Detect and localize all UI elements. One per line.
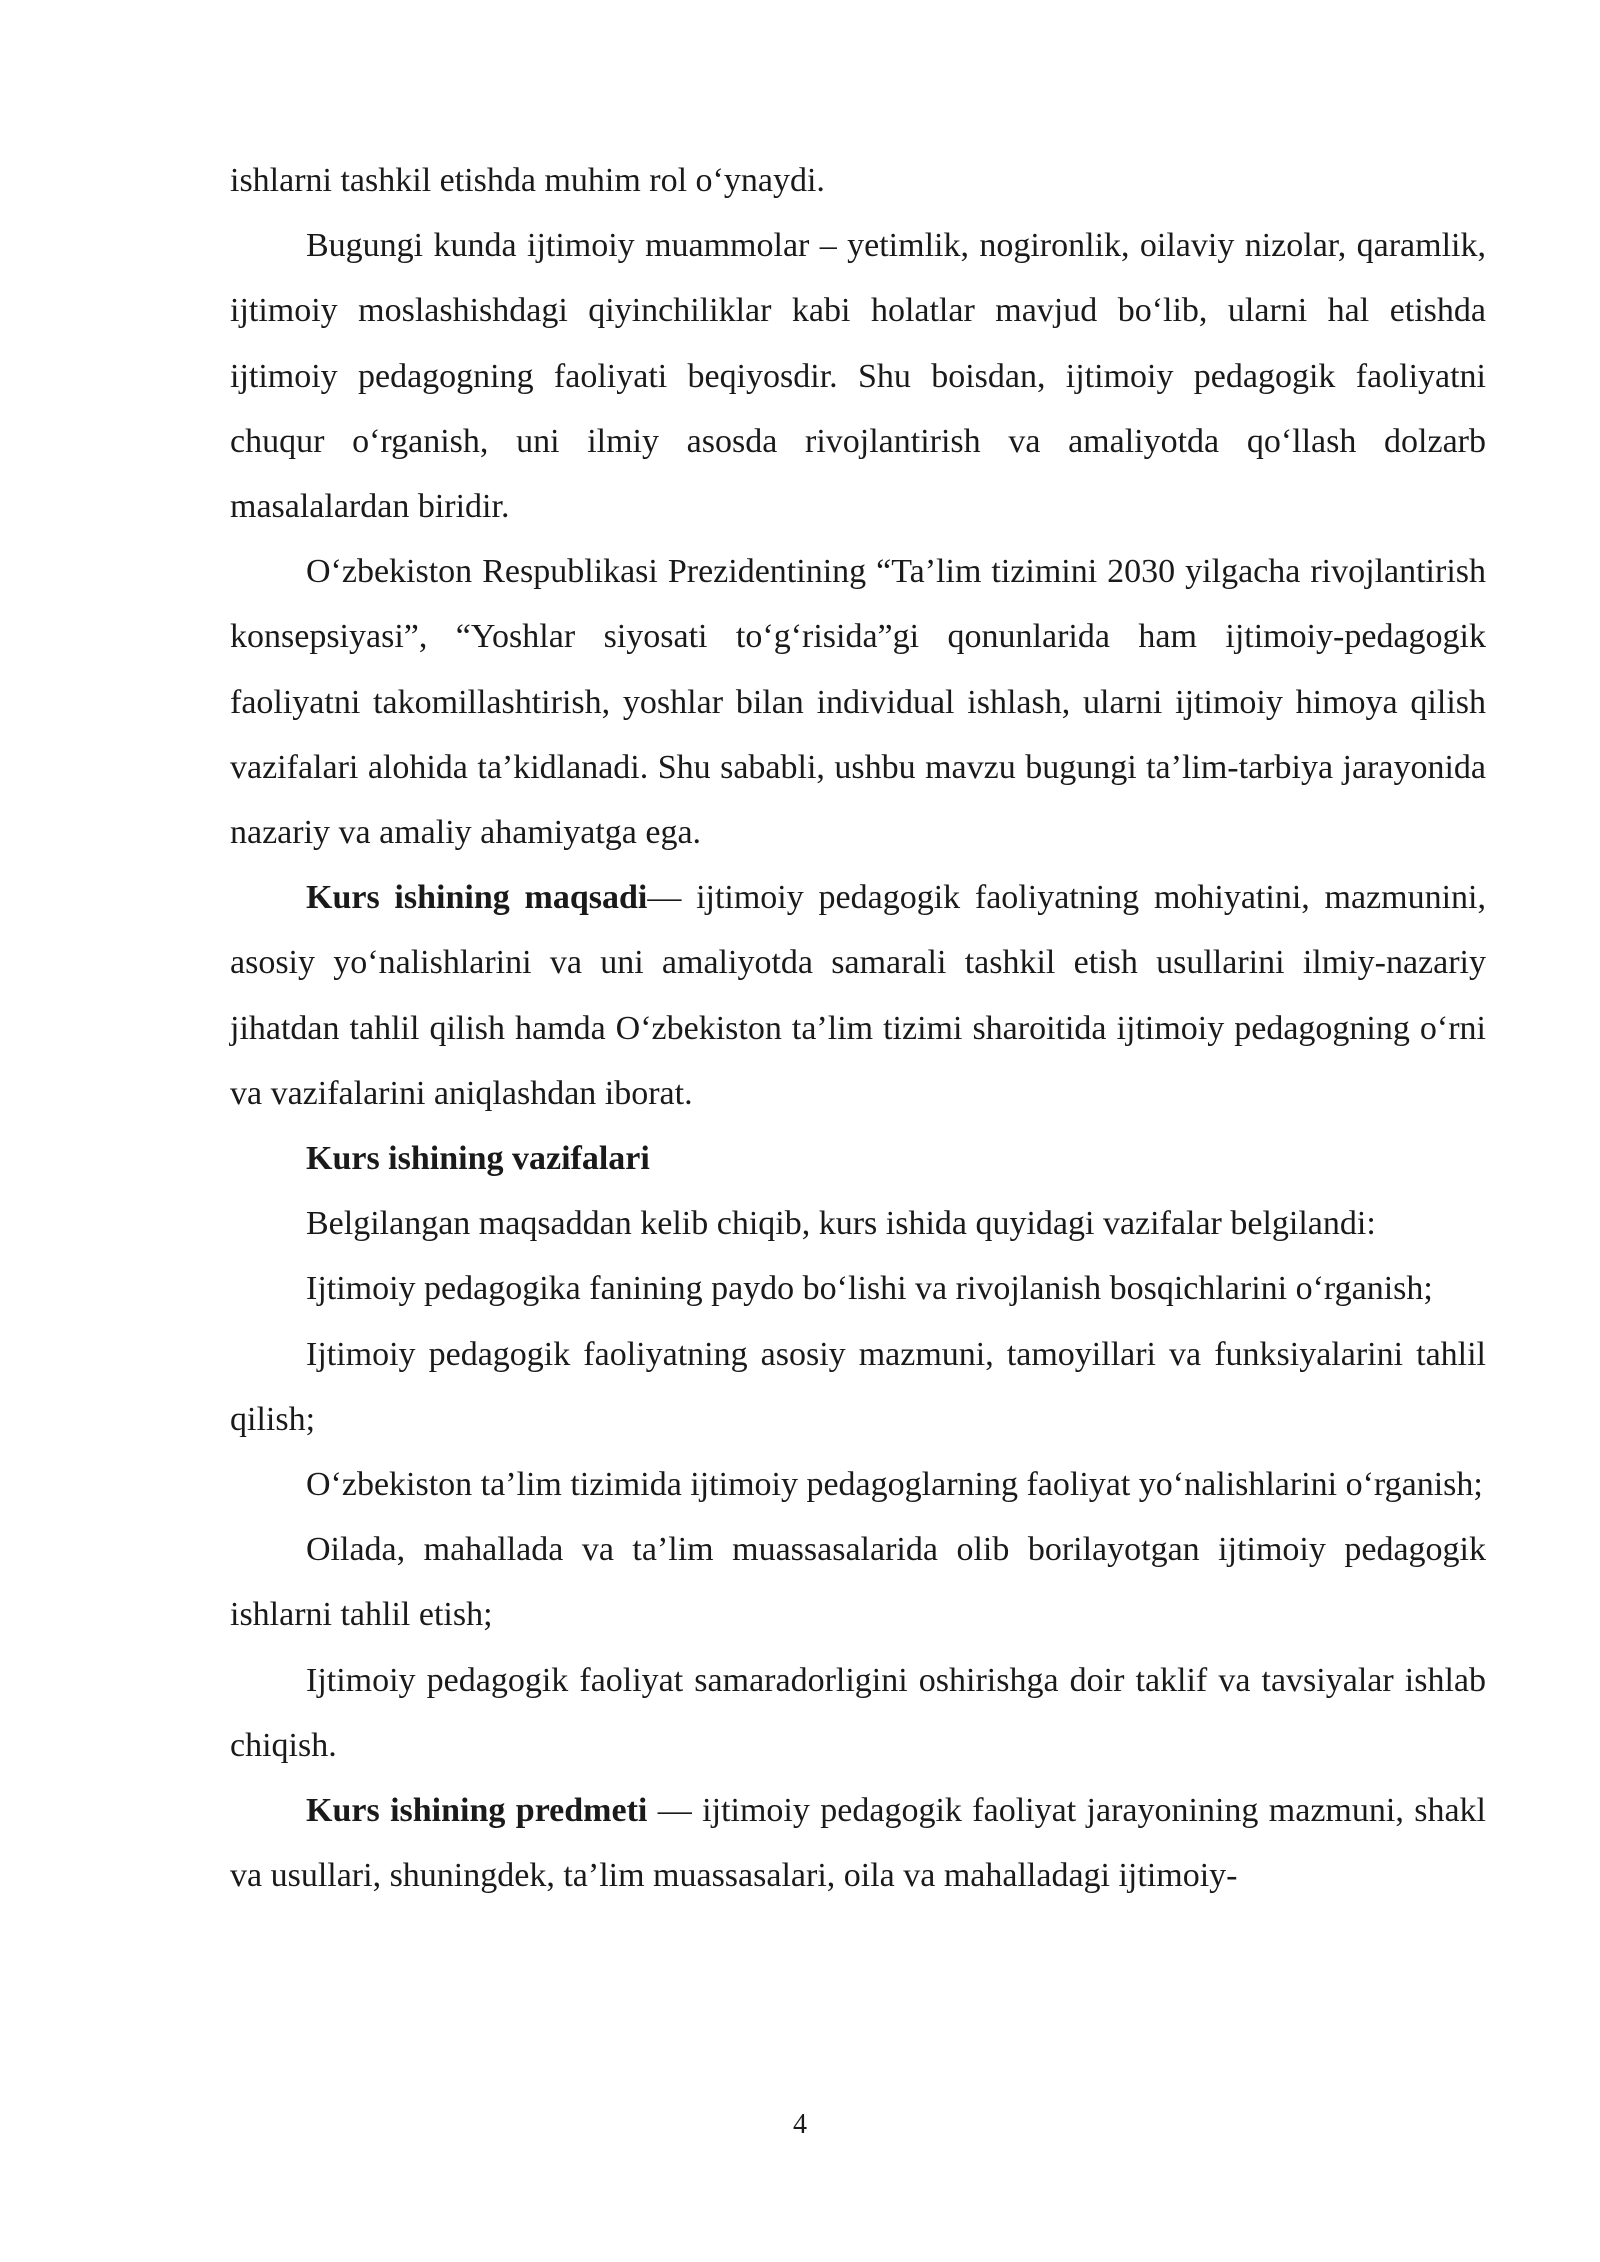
paragraph-text: Bugungi kunda ijtimoiy muammolar – yetimlik, nogironlik, oilaviy nizolar, qaramlik, ijtimoiy moslashishdagi qiyinchiliklar kabi holatlar mavjud bo‘lib, ularni hal etishda ijtimoiy pedagogning faoliyati beqiyosdir. Shu boisdan, ijtimoiy pedagogik faoliyatni chuqur o‘rganish, uni ilmiy asosda rivojlantirish va amaliyotda qo‘llash dolzarb masalalardan biridir. <box>230 227 1486 526</box>
task-item <box>230 1452 1486 1517</box>
paragraph-text: Belgilangan maqsaddan kelib chiqib, kurs ishida quyidagi vazifalar belgilandi: <box>306 1205 1376 1243</box>
paragraph-text: ishlarni tashkil etishda muhim rol o‘ynaydi. <box>230 162 825 199</box>
paragraph-text: — ijtimoiy pedagogik faoliyatning mohiyatini, mazmunini, asosiy yo‘nalishlarini va uni amaliyotda samarali tashkil etish usullarini ilmiy-nazariy jihatdan tahlil qilish hamda O‘zbekiston ta’lim tizimi sharoitida ijtimoiy pedagogning o‘rni va vazifalarini aniqlashdan iborat. <box>230 879 1486 1112</box>
paragraph-tasks-heading <box>230 1126 1486 1191</box>
paragraph-text: O‘zbekiston Respublikasi Prezidentining “Ta’lim tizimini 2030 yilgacha rivojlantirish konsepsiyasi”, “Yoshlar siyosati to‘g‘risida”gi qonunlarida ham ijtimoiy-pedagogik faoliyatni takomillashtirish, yoshlar bilan individual ishlash, ularni ijtimoiy himoya qilish vazifalari alohida ta’kidlanadi. Shu sababli, ushbu mavzu bugungi ta’lim-tarbiya jarayonida nazariy va amaliy ahamiyatga ega. <box>230 553 1486 852</box>
paragraph-tasks-intro <box>230 1191 1486 1256</box>
paragraph-course-goal <box>230 865 1486 1126</box>
paragraph-social-problems <box>230 213 1486 539</box>
task-item <box>230 1322 1486 1452</box>
task-item <box>230 1256 1486 1321</box>
paragraph-text: Ijtimoiy pedagogik faoliyat samaradorligini oshirishga doir taklif va tavsiyalar ishlab chiqish. <box>230 1661 1486 1764</box>
task-item <box>230 1648 1486 1778</box>
task-item <box>230 1517 1486 1647</box>
body-text <box>230 148 1486 1908</box>
paragraph-text: — ijtimoiy pedagogik faoliyat jarayonining mazmuni, shakl va usullari, shuningdek, ta’lim muassasalari, oila va mahalladagi ijtimoiy- <box>230 1792 1486 1895</box>
paragraph-text: O‘zbekiston ta’lim tizimida ijtimoiy pedagoglarning faoliyat yo‘nalishlarini o‘rganish; <box>306 1466 1483 1504</box>
course-subject-heading: Kurs ishining predmeti <box>306 1792 648 1830</box>
paragraph-course-subject <box>230 1778 1486 1908</box>
course-goal-heading: Kurs ishining maqsadi <box>306 879 648 917</box>
paragraph-text: Oilada, mahallada va ta’lim muassasalarida olib borilayotgan ijtimoiy pedagogik ishlarni tahlil etish; <box>230 1531 1486 1634</box>
page-number: 4 <box>793 2109 807 2140</box>
paragraph-text: Ijtimoiy pedagogika fanining paydo bo‘lishi va rivojlanish bosqichlarini o‘rganish; <box>306 1270 1433 1308</box>
paragraph-continuation <box>230 148 1486 213</box>
paragraph-presidential-decree <box>230 539 1486 865</box>
course-tasks-heading: Kurs ishining vazifalari <box>306 1140 650 1178</box>
paragraph-text: Ijtimoiy pedagogik faoliyatning asosiy mazmuni, tamoyillari va funksiyalarini tahlil qilish; <box>230 1335 1486 1438</box>
